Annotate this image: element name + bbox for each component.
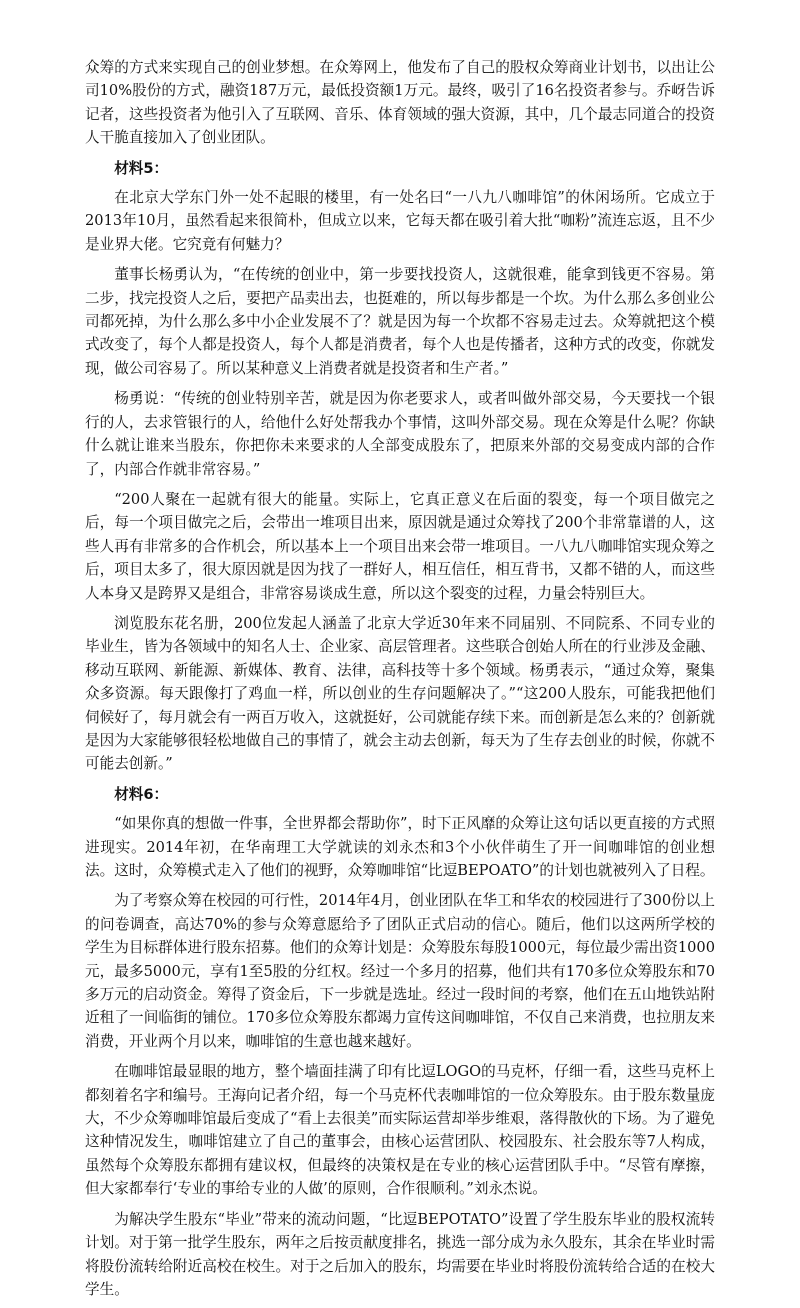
material-6-paragraph: “如果你真的想做一件事，全世界都会帮助你”，时下正风靡的众筹让这句话以更直接的方式照进现实。2014年初，在华南理工大学就读的刘永杰和3个小伙伴萌生了开一间咖啡馆的创业想法。这时，众筹模式走入了他们的视野，众筹咖啡馆“比逗BEPOATO”的计划也就被列入了日程。 xyxy=(85,815,715,879)
material-5-paragraph: “200人聚在一起就有很大的能量。实际上，它真正意义在后面的裂变，每一个项目做完之后，每一个项目做完之后，会带出一堆项目出来，原因就是通过众筹找了200个非常靠谱的人，这些人再有非常多的合作机会，所以基本上一个项目出来会带一堆项目。一八九八咖啡馆实现众筹之后，项目太多了，很大原因就是因为找了一群好人，相互信任，相互背书，又都不错的人，而这些人本身又是跨界又是组合，非常容易谈成生意，所以这个裂变的过程，力量会特别巨大。 xyxy=(85,490,715,602)
material-5-section xyxy=(85,157,715,776)
document-page xyxy=(85,56,715,1308)
material-5-paragraph: 董事长杨勇认为，“在传统的创业中，第一步要找投资人，这就很难，能拿到钱更不容易。第二步，找完投资人之后，要把产品卖出去，也挺难的，所以每步都是一个坎。为什么那么多创业公司都死掉，为什么那么多中小企业发展不了？就是因为每一个坎都不容易走过去。众筹就把这个模式改变了，每个人都是投资人，每个人都是消费者，每个人也是传播者，这种方式的改变，你就发现，做公司容易了。所以某种意义上消费者就是投资者和生产者。” xyxy=(85,266,715,377)
material-6-heading: 材料6： xyxy=(114,785,169,803)
material-6-paragraph: 为了考察众筹在校园的可行性，2014年4月，创业团队在华工和华农的校园进行了300份以上的问卷调查，高达70%的参与众筹意愿给予了团队正式启动的信心。随后，他们以这两所学校的学生为目标群体进行股东招募。他们的众筹计划是：众筹股东每股1000元，每位最少需出资1000元，最多5000元，享有1至5股的分红权。经过一个多月的招募，他们共有170多位众筹股东和70多万元的启动资金。筹得了资金后，下一步就是选址。经过一段时间的考察，他们在五山地铁站附近租了一间临街的铺位。170多位众筹股东都竭力宣传这间咖啡馆，不仅自己来消费，也拉朋友来消费，开业两个月以来，咖啡馆的生意也越来越好。 xyxy=(85,892,715,1050)
material-6-paragraph: 为解决学生股东“毕业”带来的流动问题，“比逗BEPOTATO”设置了学生股东毕业的股权流转计划。对于第一批学生股东，两年之后按贡献度排名，挑选一部分成为永久股东，其余在毕业时需将股份流转给附近高校在校生。对于之后加入的股东，均需要在毕业时将股份流转给合适的在校大学生。 xyxy=(85,1210,715,1298)
material-6-paragraph: 在咖啡馆最显眼的地方，整个墙面挂满了印有比逗LOGO的马克杯，仔细一看，这些马克杯上都刻着名字和编号。王海向记者介绍，每一个马克杯代表咖啡馆的一位众筹股东。由于股东数量庞大，不少众筹咖啡馆最后变成了“看上去很美”而实际运营却举步维艰，落得散伙的下场。为了避免这种情况发生，咖啡馆建立了自己的董事会，由核心运营团队、校园股东、社会股东等7人构成，虽然每个众筹股东都拥有建议权，但最终的决策权是在专业的核心运营团队手中。“尽管有摩擦，但大家都奉行‘专业的事给专业的人做’的原则，合作很顺利。”刘永杰说。 xyxy=(85,1063,715,1198)
material-5-paragraph: 在北京大学东门外一处不起眼的楼里，有一处名曰“一八九八咖啡馆”的休闲场所。它成立于2013年10月，虽然看起来很简朴，但成立以来，它每天都在吸引着大批“咖粉”流连忘返，且不少是业界大佬。它究竟有何魅力？ xyxy=(85,189,715,253)
material-5-paragraph: 浏览股东花名册，200位发起人涵盖了北京大学近30年来不同届别、不同院系、不同专业的毕业生，皆为各领域中的知名人士、企业家、高层管理者。这些联合创始人所在的行业涉及金融、移动互联网、新能源、新媒体、教育、法律，高科技等十多个领域。杨勇表示，“通过众筹，聚集众多资源。每天跟像打了鸡血一样，所以创业的生存问题解决了。”“这200人股东，可能我把他们伺候好了，每月就会有一两百万收入，这就挺好，公司就能存续下来。而创新是怎么来的？创新就是因为大家能够很轻松地做自己的事情了，就会主动去创新，每天为了生存去创业的时候，你就不可能去创新。” xyxy=(85,614,715,773)
material-6-section xyxy=(85,783,715,1302)
intro-paragraph: 众筹的方式来实现自己的创业梦想。在众筹网上，他发布了自己的股权众筹商业计划书，以出让公司10%股份的方式，融资187万元，最低投资额1万元。最终，吸引了16名投资者参与。乔岈告诉记者，这些投资者为他引入了互联网、音乐、体育领域的强大资源，其中，几个最志同道合的投资人干脆直接加入了创业团队。 xyxy=(85,59,715,147)
material-5-paragraph: 杨勇说：“传统的创业特别辛苦，就是因为你老要求人，或者叫做外部交易，今天要找一个银行的人，去求管银行的人，给他什么好处帮我办个事情，这叫外部交易。现在众筹是什么呢？你缺什么就让谁来当股东，你把你未来要求的人全部变成股东了，把原来外部的交易变成内部的合作了，内部合作就非常容易。” xyxy=(85,390,715,478)
material-5-heading: 材料5： xyxy=(114,159,169,177)
